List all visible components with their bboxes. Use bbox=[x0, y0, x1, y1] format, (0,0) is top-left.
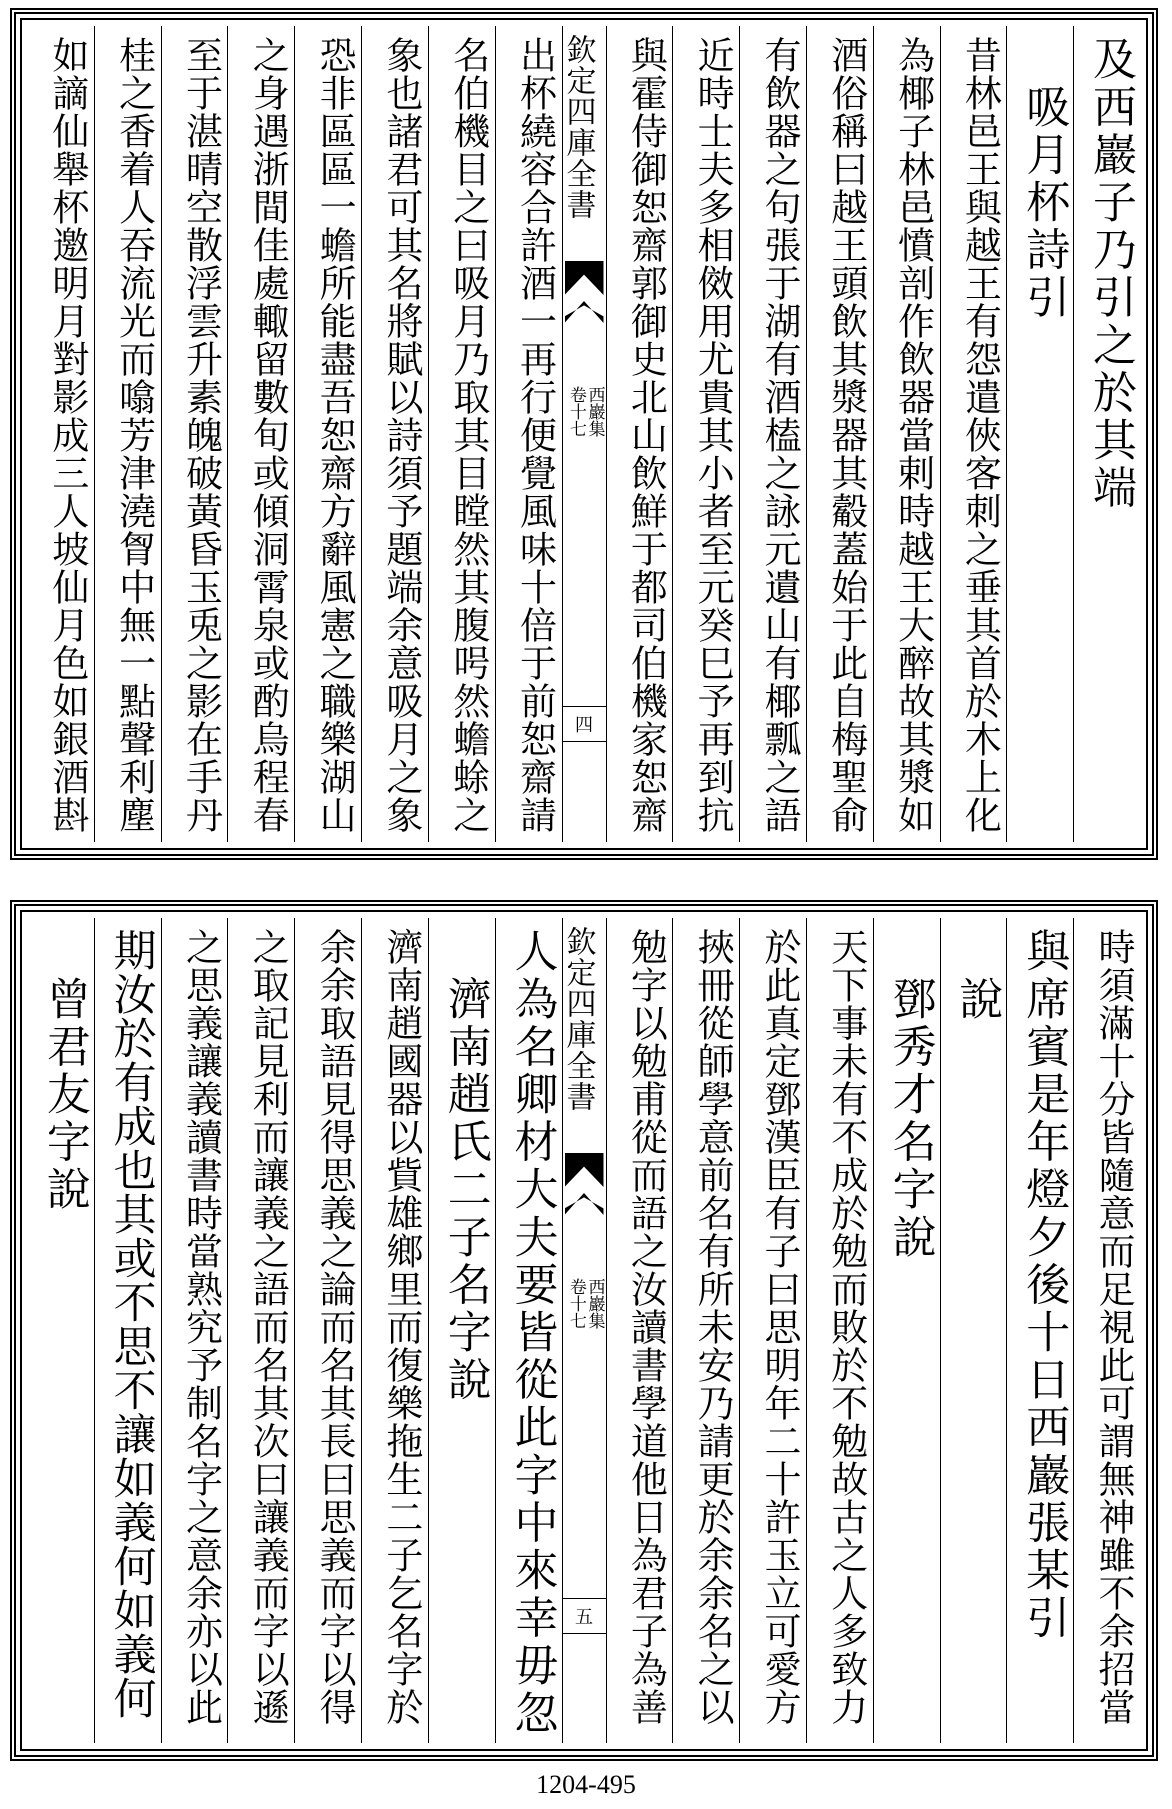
volume-label bbox=[566, 386, 603, 437]
text-line: 名伯機目之曰吸月乃取其目瞠然其腹呺然蟾蜍之 bbox=[446, 36, 490, 834]
text-column bbox=[1073, 26, 1140, 842]
text-column bbox=[1073, 918, 1140, 1743]
text-line: 桂之香着人吞流光而噏芳津澆胷中無一點聲利塵 bbox=[112, 36, 156, 834]
section-heading: 說 bbox=[951, 928, 1003, 1024]
text-line: 勉字以勉甫從而語之汝讀書學道他日為君子為善 bbox=[624, 928, 668, 1726]
text-column bbox=[495, 26, 562, 842]
text-column bbox=[161, 26, 228, 842]
text-line: 近時士夫多相傚用尤貴其小者至元癸巳予再到抗 bbox=[691, 36, 735, 834]
text-column bbox=[28, 26, 94, 842]
text-column bbox=[227, 918, 294, 1743]
text-column bbox=[873, 918, 940, 1743]
top-page-frame bbox=[10, 8, 1158, 860]
text-column bbox=[294, 26, 361, 842]
text-line: 之取記見利而讓義之語而名其次曰讓義而字以遜 bbox=[246, 928, 290, 1726]
text-line: 與席賓是年燈夕後十日西巖張某引 bbox=[1018, 928, 1070, 1642]
text-line: 挾冊從師學意前名有所未安乃請更於余余名之以 bbox=[691, 928, 735, 1726]
text-column bbox=[940, 918, 1007, 1743]
text-column bbox=[1006, 26, 1073, 842]
bottom-page-frame bbox=[10, 900, 1158, 1761]
text-column bbox=[495, 918, 562, 1743]
text-line: 與霍侍御恕齋郭御史北山飲鮮于都司伯機家恕齋 bbox=[624, 36, 668, 834]
text-line: 為椰子林邑憤剖作飲器當剌時越王大醉故其漿如 bbox=[891, 36, 935, 834]
text-column bbox=[227, 26, 294, 842]
text-column bbox=[606, 918, 673, 1743]
text-line: 有飲器之句張于湖有酒榼之詠元遺山有椰瓢之語 bbox=[757, 36, 801, 834]
text-line: 之思義讓義讀書時當熟究予制名字之意余亦以此 bbox=[179, 928, 223, 1726]
text-line: 恐非區區一蟾所能盡吾恕齋方辭風憲之職樂湖山 bbox=[313, 36, 357, 834]
library-title: 欽定四庫全書 bbox=[560, 34, 596, 220]
text-column bbox=[806, 26, 873, 842]
text-column bbox=[672, 918, 739, 1743]
text-column bbox=[1006, 918, 1073, 1743]
text-line: 期汝於有成也其或不思不讓如義何如義何 bbox=[106, 928, 157, 1720]
book-title: 西巖集 bbox=[584, 386, 605, 437]
text-column bbox=[361, 918, 428, 1743]
text-line: 及西巖子乃引之於其端 bbox=[1085, 36, 1136, 512]
fish-tail-mark-icon bbox=[565, 1193, 604, 1215]
top-page-columns bbox=[28, 26, 1140, 842]
text-line: 濟南趙國器以貲雄鄉里而復樂拖生二子乞名字於 bbox=[379, 928, 423, 1726]
text-column bbox=[806, 918, 873, 1743]
section-heading: 鄧秀才名字說 bbox=[884, 928, 936, 1262]
text-column bbox=[428, 26, 495, 842]
text-column bbox=[28, 918, 94, 1743]
section-heading: 吸月杯詩引 bbox=[1018, 36, 1070, 322]
text-column bbox=[294, 918, 361, 1743]
text-column bbox=[606, 26, 673, 842]
section-heading: 濟南趙氏二子名字說 bbox=[439, 928, 491, 1404]
center-fold-column bbox=[562, 918, 606, 1743]
text-line: 時須滿十分皆隨意而足視此可謂無神雖不余招當 bbox=[1092, 928, 1135, 1726]
book-title: 西巖集 bbox=[584, 1278, 605, 1329]
text-line: 如謫仙舉杯邀明月對影成三人坡仙月色如銀酒斟 bbox=[45, 36, 89, 834]
text-column bbox=[428, 918, 495, 1743]
text-column bbox=[873, 26, 940, 842]
fish-tail-mark-icon bbox=[565, 261, 604, 295]
text-line: 至于湛晴空散浮雲升素魄破黃昏玉兎之影在手丹 bbox=[179, 36, 223, 834]
text-line: 象也諸君可其名將賦以詩須予題端余意吸月之象 bbox=[379, 36, 423, 834]
text-column bbox=[161, 918, 228, 1743]
text-line: 余余取語見得思義之論而名其長曰思義而字以得 bbox=[313, 928, 357, 1726]
text-line: 出杯繞容合許酒一再行便覺風味十倍于前恕齋請 bbox=[513, 36, 557, 834]
text-column bbox=[94, 26, 161, 842]
text-column bbox=[361, 26, 428, 842]
volume-number: 卷十七 bbox=[565, 386, 586, 437]
leaf-number: 四 bbox=[563, 706, 606, 742]
text-column bbox=[739, 918, 806, 1743]
volume-number: 卷十七 bbox=[565, 1278, 586, 1329]
text-column bbox=[739, 26, 806, 842]
text-line: 之身遇浙間佳處輙留數旬或傾洞霄泉或酌烏程春 bbox=[246, 36, 290, 834]
text-line: 昔林邑王與越王有怨遣俠客刺之垂其首於木上化 bbox=[958, 36, 1002, 834]
text-line: 於此真定鄧漢臣有子曰思明年二十許玉立可愛方 bbox=[757, 928, 801, 1726]
text-column bbox=[672, 26, 739, 842]
page-reference: 1204-495 bbox=[536, 1770, 636, 1799]
leaf-number: 五 bbox=[563, 1598, 606, 1634]
fish-tail-mark-icon bbox=[565, 1153, 604, 1187]
bottom-page-columns bbox=[28, 918, 1140, 1743]
library-title: 欽定四庫全書 bbox=[560, 926, 596, 1112]
section-heading: 曾君友字說 bbox=[38, 928, 90, 1214]
text-line: 酒俗稱曰越王頭飲其漿器其觳蓋始于此自梅聖俞 bbox=[824, 36, 868, 834]
text-line: 天下事未有不成於勉而敗於不勉故古之人多致力 bbox=[824, 928, 868, 1726]
text-line: 人為名卿材大夫要皆從此字中來幸毋忽 bbox=[506, 928, 558, 1738]
text-column bbox=[94, 918, 161, 1743]
center-fold-column bbox=[562, 26, 606, 842]
volume-label bbox=[566, 1278, 603, 1329]
text-column bbox=[940, 26, 1007, 842]
fish-tail-mark-icon bbox=[565, 301, 604, 323]
